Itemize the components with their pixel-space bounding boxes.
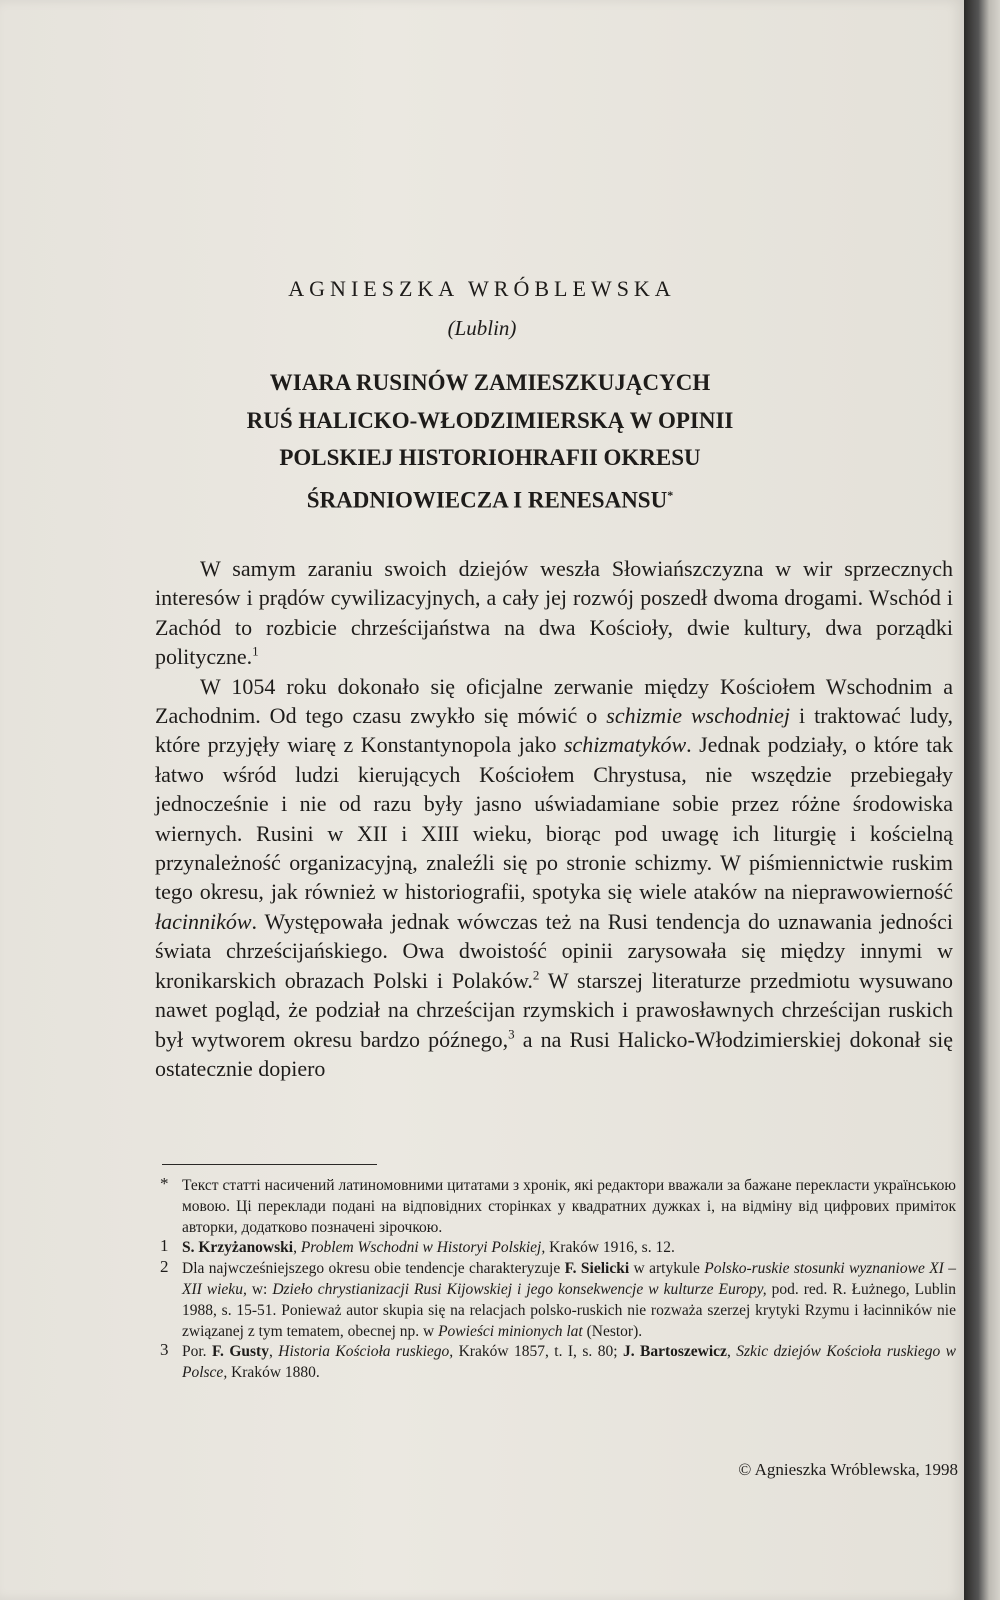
footnote-text: (Nestor). bbox=[582, 1322, 643, 1340]
cited-title: Polsko-ruskie stosunki wyznaniowe XI – XII wieku, bbox=[182, 1260, 956, 1298]
footnote-star bbox=[160, 1176, 956, 1238]
cited-author: S. Krzyżanowski bbox=[182, 1239, 294, 1257]
paragraph-1 bbox=[155, 554, 953, 672]
footnote-text: w: bbox=[246, 1280, 273, 1298]
paragraph-2-text: a na Rusi Halicko-Włodzimierskiej dokonał się ostatecznie dopiero bbox=[155, 1026, 954, 1081]
emphasis: schizmie wschodniej bbox=[606, 703, 791, 729]
paragraph-2-text: . Jednak podziały, o które tak łatwo wśród ludzi kierujących Kościołem Chrystusa, nie wszędzie przebiegały jednocześnie i nie od razu były jasno uświadamiane sobie przez różne środowiska wiernych. Rusini w XII i XIII wieku, biorąc pod uwagę ich liturgię i kościelną przynależność organizacyjną, znaleźli się po stronie schizmy. W piśmiennictwie ruskim tego okresu, jak również w historiografii, spotyka się wiele ataków na nieprawowierność bbox=[155, 732, 953, 905]
emphasis: łacinników bbox=[155, 908, 252, 934]
footnote-text: , bbox=[726, 1343, 737, 1361]
emphasis: schizmatyków bbox=[563, 732, 687, 758]
footnote-text: Kraków 1857, t. I, s. 80; bbox=[453, 1343, 623, 1361]
footnote-text: Por. bbox=[182, 1343, 212, 1361]
author-affiliation: (Lublin) bbox=[447, 316, 517, 340]
title-footnote-mark: * bbox=[667, 487, 674, 502]
paragraph-1-text: W samym zaraniu swoich dziejów weszła Słowiańszczyzna w wir sprzecznych interesów i prądów cywilizacyjnych, a cały jej rozwój poszedł dwoma drogami. Wschód i Zachód to rozbicie chrześcijaństwa na dwa Kościoły, dwie kultury, dwa porządki polityczne. bbox=[155, 556, 953, 670]
book-spine-edge bbox=[964, 0, 1000, 1600]
footnote-text: Текст статті насичений латиномовними цитатами з хронік, які редактори вважали за бажане перекласти українською мовою. Ці переклади подані на відповідних сторінках у квадратних дужках і, на відміну від цифрових приміток авторки, додатково позначені зірочкою. bbox=[182, 1177, 956, 1236]
cited-author: F. Sielicki bbox=[564, 1260, 630, 1278]
footnote-mark: * bbox=[160, 1174, 169, 1193]
cited-title: Dzieło chrystianizacji Rusi Kijowskiej i jego konsekwencje w kulturze Europy, bbox=[272, 1280, 767, 1298]
footnote-text: pod. red. R. Łużnego, Lublin 1988, s. 15-51. Ponieważ autor skupia się na relacjach polsko-ruskich nie rozważa szerzej krytyki Rzymu i łacinników nie związanej z tym tematem, obecnej np. w bbox=[182, 1280, 956, 1340]
footnotes bbox=[160, 1176, 956, 1384]
paragraph-2-text: . Występowała jednak wówczas też na Rusi tendencja do uznawania jedności świata chrześcijańskiego. Owa dwoistość opinii zarysowała się między innymi w kronikarskich obrazach Polski i Polaków. bbox=[155, 908, 953, 993]
cited-title: Problem Wschodni w Historyi Polskiej, bbox=[300, 1239, 546, 1257]
footnote-ref-2: 2 bbox=[532, 967, 540, 983]
title-line-1: WIARA RUSINÓW ZAMIESZKUJĄCYCH bbox=[269, 370, 711, 395]
cited-author: F. Gusty bbox=[211, 1343, 269, 1361]
footnote-text: Kraków 1916, s. 12. bbox=[545, 1239, 675, 1257]
paragraph-2 bbox=[155, 672, 953, 1084]
footnote-mark: 1 bbox=[160, 1236, 169, 1256]
article-author: AGNIESZKA WRÓBLEWSKA bbox=[288, 276, 676, 301]
footnote-mark: 3 bbox=[160, 1340, 169, 1360]
cited-title: Powieści minionych lat bbox=[438, 1322, 583, 1340]
cited-author: J. Bartoszewicz bbox=[622, 1343, 727, 1361]
footnote-text: w artykule bbox=[629, 1260, 705, 1278]
footnote-2 bbox=[160, 1259, 956, 1342]
footnote-text: Kraków 1880. bbox=[227, 1364, 320, 1382]
footnote-divider bbox=[162, 1164, 377, 1165]
footnote-ref-3: 3 bbox=[508, 1026, 515, 1042]
footnote-mark: 2 bbox=[160, 1257, 169, 1277]
footnote-ref-1: 1 bbox=[252, 643, 259, 659]
article-title bbox=[200, 364, 780, 519]
copyright-notice: © Agnieszka Wróblewska, 1998 bbox=[738, 1460, 958, 1479]
paragraph-2-text: W starszej literaturze przedmiotu wysuwano nawet pogląd, że podział na chrześcijan rzymskich i prawosławnych chrześcijan ruskich był wytworem okresu bardzo późnego, bbox=[155, 967, 953, 1052]
paragraph-2-text: i traktować ludy, które przyjęły wiarę z Konstantynopola jako bbox=[155, 703, 953, 758]
title-line-4: ŚRADNIOWIECZA I RENESANSU bbox=[306, 487, 668, 513]
footnote-1 bbox=[160, 1238, 956, 1259]
footnote-text: , bbox=[268, 1343, 279, 1361]
paragraph-2-text: W 1054 roku dokonało się oficjalne zerwanie między Kościołem Wschodnim a Zachodnim. Od tego czasu zwykło się mówić o bbox=[155, 673, 953, 729]
footnote-3 bbox=[160, 1342, 956, 1384]
footnote-text: Dla najwcześniejszego okresu obie tendencje charakteryzuje bbox=[182, 1260, 565, 1278]
cited-title: Historia Kościoła ruskiego, bbox=[278, 1343, 454, 1361]
article-body bbox=[155, 554, 953, 1083]
cited-title: Szkic dziejów Kościoła ruskiego w Polsce, bbox=[182, 1343, 957, 1382]
title-line-2: RUŚ HALICKO-WŁODZIMIERSKĄ W OPINII bbox=[246, 407, 734, 433]
title-line-3: POLSKIEJ HISTORIOHRAFII OKRESU bbox=[279, 445, 701, 470]
footnote-text: , bbox=[293, 1239, 301, 1257]
